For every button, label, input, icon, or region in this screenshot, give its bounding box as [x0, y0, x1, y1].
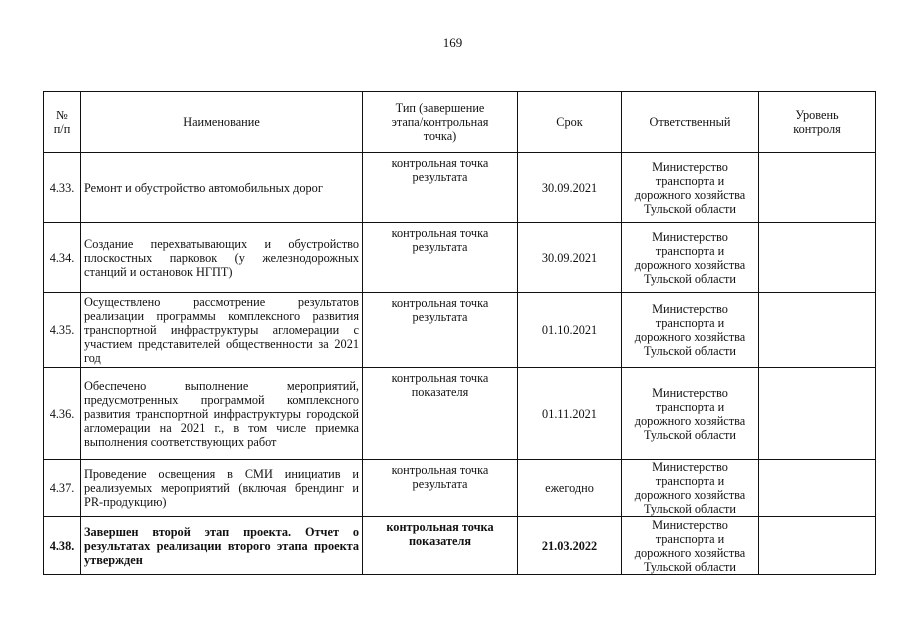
row-type: контрольная точка результата — [363, 460, 518, 517]
row-date: 21.03.2022 — [518, 517, 622, 575]
page-number: 169 — [442, 35, 463, 50]
table-row — [44, 517, 876, 575]
row-type: контрольная точка показателя — [363, 517, 518, 575]
row-name: Проведение освещения в СМИ инициатив и реализуемых мероприятий (включая брендинг и PR-продукцию) — [81, 460, 363, 517]
row-responsible: Министерство транспорта и дорожного хозяйства Тульской области — [622, 460, 759, 517]
header-num: № п/п — [44, 92, 81, 153]
row-number: 4.38. — [44, 517, 81, 575]
row-control — [759, 517, 876, 575]
row-date: 30.09.2021 — [518, 153, 622, 223]
row-responsible: Министерство транспорта и дорожного хозяйства Тульской области — [622, 368, 759, 460]
row-responsible: Министерство транспорта и дорожного хозяйства Тульской области — [622, 153, 759, 223]
row-date: 01.10.2021 — [518, 293, 622, 368]
row-control — [759, 153, 876, 223]
table-row — [44, 153, 876, 223]
table-row — [44, 223, 876, 293]
row-date: 01.11.2021 — [518, 368, 622, 460]
row-number: 4.36. — [44, 368, 81, 460]
table-row — [44, 293, 876, 368]
row-name: Ремонт и обустройство автомобильных дорог — [81, 153, 363, 223]
table-row — [44, 368, 876, 460]
row-name: Осуществлено рассмотрение результатов реализации программы комплексного развития транспортной инфраструктуры агломерации с участием представителей общественности за 2021 год — [81, 293, 363, 368]
row-responsible: Министерство транспорта и дорожного хозяйства Тульской области — [622, 293, 759, 368]
header-responsible: Ответственный — [622, 92, 759, 153]
row-control — [759, 293, 876, 368]
row-number: 4.37. — [44, 460, 81, 517]
table-row — [44, 460, 876, 517]
row-control — [759, 368, 876, 460]
row-name: Завершен второй этап проекта. Отчет о результатах реализации второго этапа проекта утвержден — [81, 517, 363, 575]
row-control — [759, 460, 876, 517]
header-row — [44, 92, 876, 153]
row-name: Обеспечено выполнение мероприятий, предусмотренных программой комплексного развития транспортной инфраструктуры городской агломерации на 2021 г., в том числе приемка выполнения соответствующих работ — [81, 368, 363, 460]
row-date: 30.09.2021 — [518, 223, 622, 293]
row-number: 4.33. — [44, 153, 81, 223]
header-control: Уровень контроля — [759, 92, 876, 153]
row-name: Создание перехватывающих и обустройство плоскостных парковок (у железнодорожных станций и остановок НГПТ) — [81, 223, 363, 293]
row-responsible: Министерство транспорта и дорожного хозяйства Тульской области — [622, 223, 759, 293]
plan-table — [43, 91, 876, 575]
row-responsible: Министерство транспорта и дорожного хозяйства Тульской области — [622, 517, 759, 575]
row-type: контрольная точка результата — [363, 153, 518, 223]
row-type: контрольная точка результата — [363, 293, 518, 368]
row-date: ежегодно — [518, 460, 622, 517]
row-control — [759, 223, 876, 293]
row-number: 4.35. — [44, 293, 81, 368]
header-name: Наименование — [81, 92, 363, 153]
row-type: контрольная точка результата — [363, 223, 518, 293]
header-type: Тип (завершение этапа/контрольная точка) — [363, 92, 518, 153]
header-date: Срок — [518, 92, 622, 153]
row-type: контрольная точка показателя — [363, 368, 518, 460]
row-number: 4.34. — [44, 223, 81, 293]
